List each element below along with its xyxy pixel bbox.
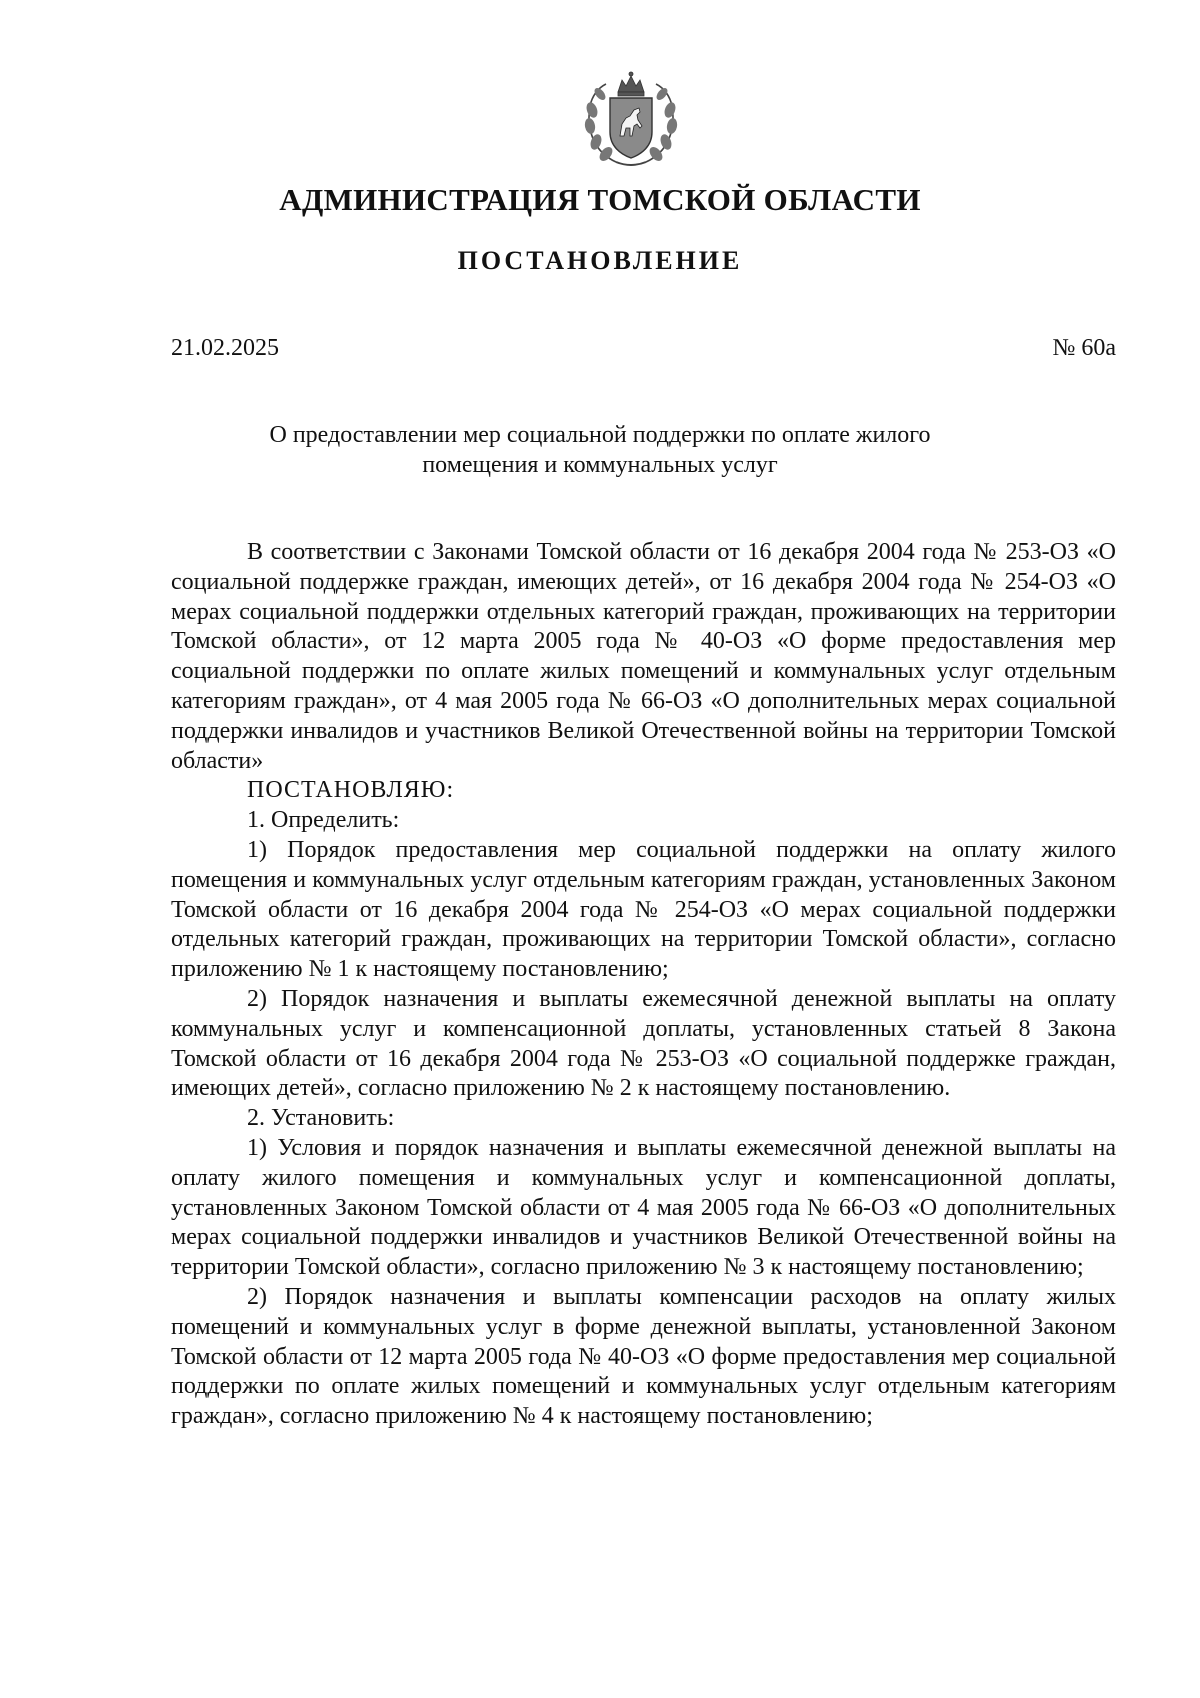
document-body xyxy=(171,538,1116,1432)
item-1-2-paragraph: 2) Порядок назначения и выплаты ежемесячной денежной выплаты на оплату коммунальных услуг и компенсационной доплаты, установленных статьей 8 Закона Томской области от 16 декабря 2004 года № 253-ОЗ «О социальной поддержке граждан, имеющих детей», согласно приложению № 2 к настоящему постановлению. xyxy=(171,985,1116,1102)
organization-title: АДМИНИСТРАЦИЯ ТОМСКОЙ ОБЛАСТИ xyxy=(279,182,921,217)
tomsk-region-coat-of-arms-icon xyxy=(576,70,686,172)
document-date: 21.02.2025 xyxy=(171,335,279,361)
document-subject xyxy=(0,420,1200,480)
subject-line-2: помещения и коммунальных услуг xyxy=(422,452,778,478)
document-number: № 60а xyxy=(1052,335,1116,361)
preamble-paragraph: В соответствии с Законами Томской области от 16 декабря 2004 года № 253-ОЗ «О социальной поддержке граждан, имеющих детей», от 16 декабря 2004 года № 254-ОЗ «О мерах социальной поддержки отдельных категорий граждан, проживающих на территории Томской области», от 12 марта 2005 года № 40-ОЗ «О форме предоставления мер социальной поддержки по оплате жилых помещений и коммунальных услуг отдельным категориям граждан», от 4 мая 2005 года № 66-ОЗ «О дополнительных мерах социальной поддержки инвалидов и участников Великой Отечественной войны на территории Томской области» xyxy=(171,539,1116,774)
item-1-heading: 1. Определить: xyxy=(247,807,400,834)
subject-line-1: О предоставлении мер социальной поддержки по оплате жилого xyxy=(269,422,931,448)
item-1-1-paragraph: 1) Порядок предоставления мер социальной поддержки на оплату жилого помещения и коммунальных услуг отдельным категориям граждан, установленных Законом Томской области от 16 декабря 2004 года № 254-ОЗ «О мерах социальной поддержки отдельных категорий граждан, проживающих на территории Томской области», согласно приложению № 1 к настоящему постановлению; xyxy=(171,836,1116,983)
item-2-heading: 2. Установить: xyxy=(247,1105,395,1132)
decree-word: ПОСТАНОВЛЯЮ: xyxy=(247,777,455,804)
document-type: ПОСТАНОВЛЕНИЕ xyxy=(457,246,743,275)
item-2-1-paragraph: 1) Условия и порядок назначения и выплаты ежемесячной денежной выплаты на оплату жилого помещения и коммунальных услуг и компенсационной доплаты, установленных Законом Томской области от 4 мая 2005 года № 66-ОЗ «О дополнительных мерах социальной поддержки инвалидов и участников Великой Отечественной войны на территории Томской области», согласно приложению № 3 к настоящему постановлению; xyxy=(171,1134,1116,1281)
item-2-2-paragraph: 2) Порядок назначения и выплаты компенсации расходов на оплату жилых помещений и коммунальных услуг в форме денежной выплаты, установленной Законом Томской области от 12 марта 2005 года № 40-ОЗ «О форме предоставления мер социальной поддержки по оплате жилых помещений и коммунальных услуг отдельным категориям граждан», согласно приложению № 4 к настоящему постановлению; xyxy=(171,1283,1116,1430)
